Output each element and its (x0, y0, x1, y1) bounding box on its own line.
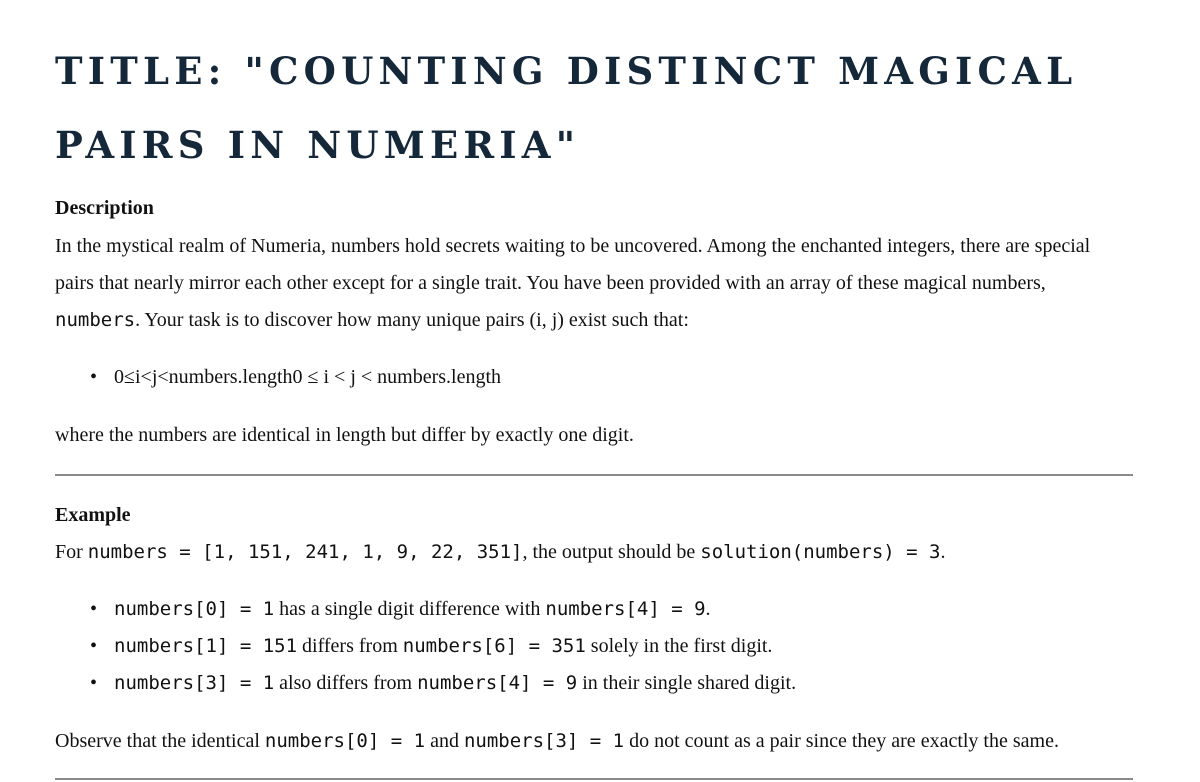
example-intro-code-2: solution(numbers) = 3 (700, 541, 941, 563)
example-intro-code-1: numbers = [1, 151, 241, 1, 9, 22, 351] (87, 541, 523, 563)
obs-code-2: numbers[3] = 1 (463, 730, 625, 752)
list-item (90, 591, 796, 628)
description-after (55, 417, 1133, 454)
example-intro-text-3: . (940, 541, 946, 563)
condition-item (90, 359, 501, 396)
bottom-divider (55, 778, 1133, 780)
example-bullet-code-1: numbers[0] = 1 (114, 598, 275, 620)
example-bullet-code-1: numbers[3] = 1 (114, 672, 275, 694)
example-intro-text-1: For (55, 541, 88, 563)
description-text-2: . Your task is to discover how many unique pairs (i, j) exist such that: (135, 309, 689, 331)
description-paragraph (55, 228, 1133, 339)
example-bullet-code-2: numbers[4] = 9 (545, 598, 706, 620)
example-bullet-text-1: also differs from (274, 672, 418, 694)
obs-code-1: numbers[0] = 1 (264, 730, 426, 752)
condition-list (90, 359, 501, 396)
example-bullet-code-2: numbers[6] = 351 (402, 635, 586, 657)
obs-text-2: and (425, 730, 464, 752)
page-title: TITLE: "COUNTING DISTINCT MAGICAL PAIRS IN NUMERIA" (55, 49, 1078, 167)
list-item (90, 665, 796, 702)
example-intro (55, 534, 1133, 571)
description-text-1: In the mystical realm of Numeria, numbers hold secrets waiting to be uncovered. Among the enchanted integers, there are special pairs that nearly mirror each other except for a single trait. You have been provided with an array of these magical numbers, (55, 235, 1091, 294)
example-bullet-text-2: solely in the first digit. (585, 635, 773, 657)
section-divider (55, 474, 1133, 476)
example-bullet-text-1: differs from (297, 635, 403, 657)
example-bullet-text-1: has a single digit difference with (274, 598, 546, 620)
example-heading: Example (55, 504, 131, 526)
description-code-numbers: numbers (55, 309, 136, 331)
description-heading: Description (55, 197, 154, 219)
list-item (90, 628, 796, 665)
example-bullet-text-2: in their single shared digit. (577, 672, 797, 694)
obs-text-3: do not count as a pair since they are exactly the same. (624, 730, 1059, 752)
example-list (90, 591, 796, 702)
example-bullet-text-2: . (705, 598, 711, 620)
obs-text-1: Observe that the identical (55, 730, 265, 752)
example-bullet-code-1: numbers[1] = 151 (114, 635, 298, 657)
description-after-text: where the numbers are identical in length but differ by exactly one digit. (55, 424, 634, 446)
example-intro-text-2: , the output should be (522, 541, 701, 563)
example-bullet-code-2: numbers[4] = 9 (417, 672, 578, 694)
condition-text: 0≤i<j<numbers.length0 ≤ i < j < numbers.length (114, 366, 502, 388)
example-observation (55, 723, 1133, 760)
